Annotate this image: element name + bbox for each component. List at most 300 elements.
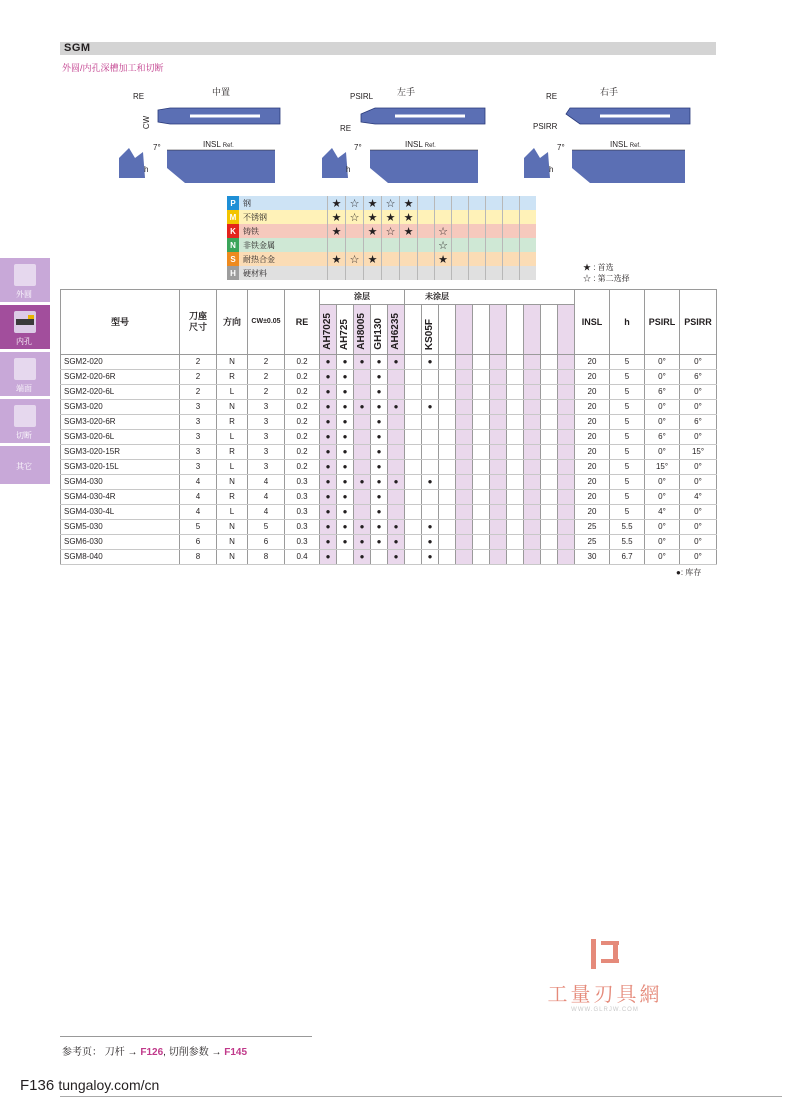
cell-stock — [490, 520, 507, 535]
material-grade-mark: ☆ — [346, 252, 364, 266]
cell-cw: 3 — [248, 430, 285, 445]
material-grade-mark — [418, 224, 435, 238]
grade-header — [371, 305, 388, 355]
cell-h: 5 — [610, 355, 645, 370]
left-insert-side-drawing — [318, 138, 488, 188]
right-insert-top-drawing — [560, 100, 695, 135]
cell-stock — [354, 415, 371, 430]
cell-seat: 2 — [180, 370, 217, 385]
legend-second-choice: ☆ : 第二选择 — [583, 274, 630, 283]
cell-model: SGM4-030-4R — [61, 490, 180, 505]
material-code-badge: M — [227, 210, 239, 224]
cell-stock: ● — [320, 415, 337, 430]
material-grade-mark — [346, 266, 364, 280]
grade-header — [354, 305, 371, 355]
cell-seat: 2 — [180, 355, 217, 370]
cell-stock: ● — [388, 355, 405, 370]
cell-re: 0.2 — [285, 370, 320, 385]
cell-stock — [524, 385, 541, 400]
col-header-cw: CW±0.05 — [248, 290, 285, 355]
cell-direction: L — [217, 385, 248, 400]
cell-stock — [405, 385, 422, 400]
reference-mid: , 切削参数 → — [163, 1047, 225, 1058]
cell-stock — [439, 385, 456, 400]
cell-stock — [422, 490, 439, 505]
material-grade-mark: ☆ — [346, 210, 364, 224]
website-link[interactable]: tungaloy.com/cn — [58, 1077, 160, 1093]
cell-stock — [456, 535, 473, 550]
material-grade-mark — [364, 238, 382, 252]
material-row — [227, 252, 536, 266]
cell-stock — [473, 385, 490, 400]
cell-stock — [354, 370, 371, 385]
cell-stock: ● — [354, 475, 371, 490]
cell-stock: ● — [320, 370, 337, 385]
cell-seat: 4 — [180, 475, 217, 490]
cell-h: 5 — [610, 430, 645, 445]
cell-stock — [541, 490, 558, 505]
cell-stock — [337, 550, 354, 565]
material-grade-mark — [486, 196, 503, 210]
material-grade-mark — [418, 210, 435, 224]
face-grooving-icon — [14, 358, 36, 380]
side-tab-boring[interactable] — [0, 305, 50, 349]
cell-stock: ● — [371, 520, 388, 535]
cell-stock — [490, 355, 507, 370]
cell-stock — [439, 415, 456, 430]
cell-stock — [405, 400, 422, 415]
cell-direction: N — [217, 355, 248, 370]
cell-stock — [422, 370, 439, 385]
cell-stock — [422, 445, 439, 460]
cell-stock — [388, 370, 405, 385]
side-tab-label: 内孔 — [16, 337, 32, 346]
reference-pages — [62, 1043, 247, 1058]
cell-psirr: 0° — [680, 430, 717, 445]
material-grade-mark — [486, 266, 503, 280]
cell-stock — [405, 490, 422, 505]
cut-off-icon — [14, 405, 36, 427]
cell-stock — [405, 415, 422, 430]
cell-stock — [490, 490, 507, 505]
cell-psirl: 0° — [645, 400, 680, 415]
material-grade-mark — [503, 266, 520, 280]
side-tab-cutoff[interactable] — [0, 399, 50, 443]
cell-direction: N — [217, 520, 248, 535]
stock-legend: ●: 库存 — [676, 568, 702, 577]
cell-stock — [524, 430, 541, 445]
cell-stock — [456, 355, 473, 370]
material-grade-mark — [486, 238, 503, 252]
table-row — [61, 490, 717, 505]
cell-stock — [507, 430, 524, 445]
cell-psirl: 0° — [645, 490, 680, 505]
cell-stock — [507, 535, 524, 550]
col-header-psirl: PSIRL — [645, 290, 680, 355]
cell-psirl: 0° — [645, 475, 680, 490]
cell-psirr: 0° — [680, 460, 717, 475]
cell-stock — [439, 505, 456, 520]
cell-h: 6.7 — [610, 550, 645, 565]
cell-cw: 3 — [248, 400, 285, 415]
drawing-right-title: 右手 — [600, 87, 619, 97]
material-grade-mark — [503, 224, 520, 238]
cell-stock — [558, 475, 575, 490]
cell-seat: 4 — [180, 490, 217, 505]
material-grade-mark — [469, 210, 486, 224]
reference-divider — [60, 1036, 312, 1037]
cell-stock — [405, 445, 422, 460]
material-grade-mark: ☆ — [435, 238, 452, 252]
cell-stock — [439, 400, 456, 415]
seat-header-text: 刀座尺寸 — [188, 310, 207, 332]
table-row — [61, 400, 717, 415]
cell-stock — [439, 370, 456, 385]
cell-stock — [473, 370, 490, 385]
material-code-badge: H — [227, 266, 239, 280]
material-grade-mark — [382, 252, 400, 266]
right-insert-side-drawing — [520, 138, 695, 188]
material-grade-mark: ★ — [400, 196, 418, 210]
grade-header — [439, 305, 456, 355]
cell-model: SGM3-020-15L — [61, 460, 180, 475]
side-tab-face[interactable] — [0, 352, 50, 396]
cell-cw: 3 — [248, 415, 285, 430]
cell-insl: 20 — [575, 415, 610, 430]
cell-stock — [558, 535, 575, 550]
cell-re: 0.2 — [285, 445, 320, 460]
grade-header — [473, 305, 490, 355]
cell-stock — [388, 490, 405, 505]
cell-stock: ● — [388, 400, 405, 415]
material-grade-mark — [452, 196, 469, 210]
cell-re: 0.2 — [285, 355, 320, 370]
cell-insl: 20 — [575, 400, 610, 415]
cell-stock — [507, 550, 524, 565]
material-name: 不锈钢 — [239, 210, 328, 224]
material-code-badge: K — [227, 224, 239, 238]
cell-model: SGM4-030 — [61, 475, 180, 490]
material-code-badge: S — [227, 252, 239, 266]
col-header-re: RE — [285, 290, 320, 355]
cell-model: SGM2-020-6R — [61, 370, 180, 385]
grade-header — [490, 305, 507, 355]
cell-stock — [422, 460, 439, 475]
cell-stock: ● — [320, 550, 337, 565]
cell-h: 5 — [610, 475, 645, 490]
insl-ref-label — [610, 140, 641, 149]
legend-preferred: ★ : 首选 — [583, 263, 614, 272]
material-name: 钢 — [239, 196, 328, 210]
side-tab-other[interactable] — [0, 446, 50, 484]
cell-psirr: 0° — [680, 385, 717, 400]
cell-stock — [541, 535, 558, 550]
cell-cw: 2 — [248, 355, 285, 370]
grade-header — [320, 305, 337, 355]
material-row — [227, 210, 536, 224]
cell-stock — [541, 370, 558, 385]
cell-stock — [473, 550, 490, 565]
cell-stock: ● — [337, 415, 354, 430]
cell-stock: ● — [371, 505, 388, 520]
cell-cw: 8 — [248, 550, 285, 565]
cell-stock: ● — [371, 355, 388, 370]
cell-stock: ● — [422, 550, 439, 565]
cell-stock — [456, 475, 473, 490]
cell-stock — [507, 490, 524, 505]
cell-direction: R — [217, 445, 248, 460]
cell-stock: ● — [320, 475, 337, 490]
drawing-left-title: 左手 — [397, 87, 416, 97]
h-label: h — [144, 165, 149, 174]
material-grade-mark: ★ — [364, 210, 382, 224]
cell-stock — [558, 400, 575, 415]
cell-stock — [490, 415, 507, 430]
col-header-model: 型号 — [61, 290, 180, 355]
col-header-coated: 涂层 — [320, 290, 405, 305]
material-grade-mark — [346, 238, 364, 252]
table-row — [61, 355, 717, 370]
material-grade-mark — [418, 252, 435, 266]
material-grade-mark — [469, 196, 486, 210]
cell-stock: ● — [354, 355, 371, 370]
cell-stock: ● — [320, 385, 337, 400]
product-table — [60, 289, 717, 565]
cell-stock — [405, 475, 422, 490]
material-grade-mark — [503, 196, 520, 210]
cell-insl: 30 — [575, 550, 610, 565]
material-grade-mark: ★ — [328, 210, 346, 224]
cell-direction: N — [217, 550, 248, 565]
cell-psirr: 6° — [680, 415, 717, 430]
cell-stock: ● — [422, 400, 439, 415]
cell-h: 5.5 — [610, 520, 645, 535]
cell-model: SGM2-020 — [61, 355, 180, 370]
cell-model: SGM8-040 — [61, 550, 180, 565]
material-grade-mark: ★ — [400, 210, 418, 224]
cell-stock — [439, 535, 456, 550]
col-header-direction: 方向 — [217, 290, 248, 355]
cell-re: 0.2 — [285, 400, 320, 415]
grade-name: AH725 — [339, 318, 350, 350]
reference-link-cutting-data[interactable]: F145 — [224, 1047, 248, 1058]
cell-psirr: 0° — [680, 355, 717, 370]
cell-stock — [524, 355, 541, 370]
cell-psirr: 4° — [680, 490, 717, 505]
cell-stock — [422, 385, 439, 400]
material-grade-mark — [418, 238, 435, 252]
table-row — [61, 460, 717, 475]
cell-stock — [456, 445, 473, 460]
watermark-logo-icon — [585, 937, 625, 973]
cell-stock — [456, 400, 473, 415]
material-grade-mark: ★ — [328, 224, 346, 238]
cell-direction: R — [217, 370, 248, 385]
cell-stock — [490, 550, 507, 565]
cell-psirl: 15° — [645, 460, 680, 475]
table-row — [61, 550, 717, 565]
material-grade-mark — [382, 238, 400, 252]
material-grade-mark — [435, 196, 452, 210]
cell-stock: ● — [422, 535, 439, 550]
material-code-badge: P — [227, 196, 239, 210]
cell-stock — [439, 430, 456, 445]
material-grade-mark — [418, 266, 435, 280]
cell-seat: 6 — [180, 535, 217, 550]
cell-stock — [558, 550, 575, 565]
cell-stock — [541, 550, 558, 565]
cell-stock — [422, 505, 439, 520]
material-grade-mark — [486, 210, 503, 224]
material-grade-mark: ☆ — [435, 224, 452, 238]
cell-cw: 3 — [248, 445, 285, 460]
col-header-psirr: PSIRR — [680, 290, 717, 355]
material-grade-mark: ★ — [328, 252, 346, 266]
material-code-badge: N — [227, 238, 239, 252]
drawing-neutral-title: 中置 — [212, 87, 231, 97]
cell-insl: 20 — [575, 475, 610, 490]
cell-stock — [507, 385, 524, 400]
side-tab-label: 切断 — [16, 431, 32, 440]
cell-h: 5 — [610, 460, 645, 475]
cell-psirr: 0° — [680, 475, 717, 490]
cell-psirr: 0° — [680, 400, 717, 415]
cell-psirr: 0° — [680, 535, 717, 550]
section-title-bar — [60, 42, 716, 55]
cell-psirl: 4° — [645, 505, 680, 520]
col-header-seat — [180, 290, 217, 355]
material-grade-mark — [400, 238, 418, 252]
angle-label: 7° — [557, 143, 565, 152]
cell-stock — [456, 460, 473, 475]
cell-stock — [490, 475, 507, 490]
insl-ref-label — [405, 140, 436, 149]
cell-re: 0.2 — [285, 415, 320, 430]
cell-h: 5 — [610, 415, 645, 430]
cell-stock: ● — [354, 535, 371, 550]
cell-stock — [490, 400, 507, 415]
cell-seat: 8 — [180, 550, 217, 565]
material-grade-mark — [520, 210, 537, 224]
cw-label: CW — [142, 115, 152, 130]
cell-stock: ● — [337, 490, 354, 505]
cell-stock — [473, 475, 490, 490]
grade-header — [456, 305, 473, 355]
cell-stock — [473, 430, 490, 445]
cell-stock: ● — [320, 400, 337, 415]
cell-stock: ● — [422, 355, 439, 370]
material-grade-mark — [503, 252, 520, 266]
cell-stock: ● — [371, 370, 388, 385]
cell-psirl: 6° — [645, 385, 680, 400]
cell-stock: ● — [320, 505, 337, 520]
cell-h: 5.5 — [610, 535, 645, 550]
cell-seat: 4 — [180, 505, 217, 520]
grade-header — [405, 305, 422, 355]
material-grade-mark — [418, 196, 435, 210]
cell-direction: N — [217, 535, 248, 550]
re-label: RE — [340, 124, 352, 133]
material-grade-mark: ☆ — [382, 224, 400, 238]
side-tab-external[interactable] — [0, 258, 50, 302]
neutral-insert-top-drawing — [150, 100, 285, 135]
material-row — [227, 238, 536, 252]
table-row — [61, 415, 717, 430]
table-row — [61, 430, 717, 445]
col-header-h: h — [610, 290, 645, 355]
material-name: 铸铁 — [239, 224, 328, 238]
cell-stock — [558, 430, 575, 445]
cell-insl: 20 — [575, 370, 610, 385]
cell-stock — [490, 430, 507, 445]
reference-link-toolholder[interactable]: F126 — [140, 1047, 164, 1058]
cell-stock — [490, 505, 507, 520]
section-subtitle: 外圆/内孔深槽加工和切断 — [62, 63, 164, 73]
cell-stock: ● — [354, 520, 371, 535]
cell-stock — [490, 445, 507, 460]
cell-stock: ● — [371, 385, 388, 400]
cell-direction: L — [217, 505, 248, 520]
material-grade-mark — [346, 224, 364, 238]
cell-stock — [524, 535, 541, 550]
cell-re: 0.2 — [285, 430, 320, 445]
re-label: RE — [133, 92, 145, 101]
table-row — [61, 520, 717, 535]
cell-insl: 25 — [575, 535, 610, 550]
cell-stock: ● — [371, 490, 388, 505]
cell-stock — [405, 430, 422, 445]
cell-model: SGM3-020-6R — [61, 415, 180, 430]
cell-stock — [507, 460, 524, 475]
cell-stock: ● — [337, 385, 354, 400]
cell-stock: ● — [337, 505, 354, 520]
material-grade-mark — [328, 238, 346, 252]
insl-label: INSL — [405, 140, 423, 149]
ref-label: Ref. — [222, 143, 234, 149]
cell-stock: ● — [422, 475, 439, 490]
cell-stock — [456, 550, 473, 565]
cell-re: 0.2 — [285, 385, 320, 400]
external-turning-icon — [14, 264, 36, 286]
cell-stock — [524, 520, 541, 535]
cell-stock — [473, 505, 490, 520]
cell-stock — [439, 475, 456, 490]
cell-h: 5 — [610, 490, 645, 505]
cell-re: 0.3 — [285, 475, 320, 490]
cell-re: 0.3 — [285, 505, 320, 520]
angle-label: 7° — [153, 143, 161, 152]
cell-stock — [388, 505, 405, 520]
cell-stock — [541, 460, 558, 475]
cell-stock — [541, 445, 558, 460]
material-grade-mark: ★ — [364, 224, 382, 238]
cell-insl: 20 — [575, 505, 610, 520]
cell-stock — [524, 445, 541, 460]
cell-stock — [405, 520, 422, 535]
insl-ref-label — [203, 140, 234, 149]
cell-stock — [558, 490, 575, 505]
cell-stock — [388, 445, 405, 460]
grade-name: AH7025 — [322, 313, 333, 350]
cell-stock: ● — [388, 520, 405, 535]
cell-stock — [558, 505, 575, 520]
grade-header — [388, 305, 405, 355]
cell-stock — [371, 550, 388, 565]
cell-stock — [524, 490, 541, 505]
cell-insl: 20 — [575, 430, 610, 445]
cell-stock — [388, 430, 405, 445]
cell-h: 5 — [610, 370, 645, 385]
